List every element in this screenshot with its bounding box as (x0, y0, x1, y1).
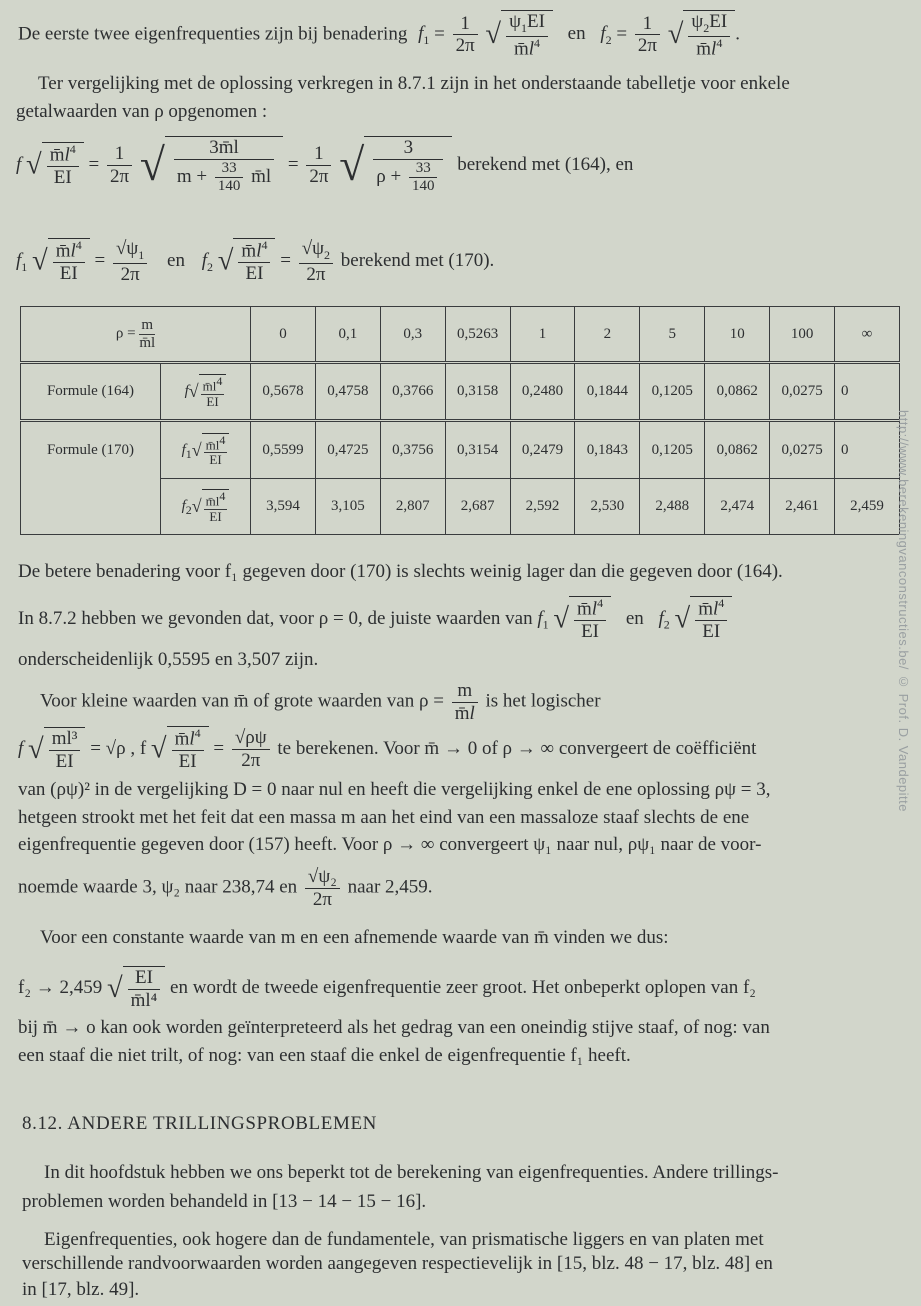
rho-header: ρ = $\frac{m}{m̄l}$ (21, 307, 251, 363)
table-row-164 (21, 363, 900, 421)
watermark-url: http://www.berekeningvanconstructies.be/ © Prof. D. Vandepitte (896, 410, 911, 813)
table-cell: 0,3158 (445, 363, 510, 421)
table-cell: 2,687 (445, 479, 510, 535)
constant-mass-line: Voor een constante waarde van m en een afnemende waarde van m̄ vinden we dus: (40, 927, 669, 948)
table-header-cell: 10 (705, 307, 770, 363)
table-cell: 0,0275 (770, 363, 835, 421)
table-cell: 0,4725 (315, 421, 380, 479)
row-symbol-f2: $f_2√$ $\frac{m̄l^4}{EI}$ (161, 479, 251, 535)
equation-164: f √ $\frac{m̄l^4}{EI}$ = $\frac{1}{2\pi}$ √ 3m̄l m + $\frac{33}{140}$ m̄l = $\frac{1}{2\pi}$ √ 3 ρ + $\frac{33}{140}$ berekend met (164), en (16, 137, 634, 195)
table-cell: 3,594 (251, 479, 316, 535)
row-label-164: Formule (164) (21, 363, 161, 421)
correct-values-line: In 8.7.2 hebben we gevonden dat, voor ρ = 0, de juiste waarden van $f_1$ √ $\frac{m̄l^4}{EI}$ en $f_2$ √ $\frac{m̄l^4}{EI}$ (18, 596, 732, 643)
frequency-table (20, 306, 900, 535)
table-cell: 2,459 (835, 479, 900, 535)
small-values-line: Voor kleine waarden van m̄ of grote waarden van ρ = $\frac{m}{m̄l}$ is het logischer (40, 680, 601, 724)
fraction-one-over-two-pi: $\frac{1}{2\pi}$ (453, 13, 478, 58)
row-symbol-f1: $f_1√$ $\frac{m̄l^4}{EI}$ (161, 421, 251, 479)
table-cell: 2,592 (510, 479, 575, 535)
table-cell: 0,1843 (575, 421, 640, 479)
table-header-row (21, 307, 900, 363)
better-approx-line: De betere benadering voor f₁ gegeven door (170) is slechts weinig lager dan die gegeven door (164). (18, 561, 783, 582)
body-text-line: hetgeen strookt met het feit dat een massa m aan het eind van een massaloze staaf slechts de ene (18, 807, 750, 828)
section-heading: 8.12. ANDERE TRILLINGSPROBLEMEN (22, 1113, 377, 1134)
table-cell: 0,3766 (380, 363, 445, 421)
table-header-cell: 0,1 (315, 307, 380, 363)
body-text-line: bij m̄ → o kan ook worden geïnterpreteerd als het gedrag van een oneindig stijve staaf, of nog: van (18, 1017, 770, 1038)
body-text-line: problemen worden behandeld in [13 − 14 − 15 − 16]. (22, 1191, 427, 1212)
comparison-text-line1: Ter vergelijking met de oplossing verkregen in 8.7.1 zijn in het onderstaande tabelletje voor enkele (38, 73, 790, 94)
table-header-cell: 0,3 (380, 307, 445, 363)
table-cell: 0,4758 (315, 363, 380, 421)
table-cell: 0,0275 (770, 421, 835, 479)
table-cell: 2,488 (640, 479, 705, 535)
eigenfrequencies-formula-line: De eerste twee eigenfrequenties zijn bij benadering $f_1$ = $\frac{1}{2\pi}$ √ $\frac{\psi_1EI}{m̄l^4}$ en $f_2$ = $\frac{1}{2\pi}$ √ $\frac{\psi_2EI}{m̄l^4}$ . (18, 11, 740, 59)
table-cell: 0,1844 (575, 363, 640, 421)
body-text-line: verschillende randvoorwaarden worden aangegeven respectievelijk in [15, blz. 48 − 17, blz. 48] en (22, 1253, 773, 1274)
f2-limit-line: f₂ → 2,459 √ $\frac{EI}{\text{m̄l⁴}}$ en wordt de tweede eigenfrequentie zeer groot. Het onbeperkt oplopen van f₂ (18, 967, 756, 1011)
table-cell: 2,807 (380, 479, 445, 535)
table-cell: 0,3154 (445, 421, 510, 479)
table-cell: 0,1205 (640, 421, 705, 479)
table-header-cell: ∞ (835, 307, 900, 363)
body-text-line: in [17, blz. 49]. (22, 1279, 140, 1300)
table-cell: 0,5678 (251, 363, 316, 421)
row-symbol-f: f√ $\frac{m̄l^4}{EI}$ (161, 363, 251, 421)
intro-text: De eerste twee eigenfrequenties zijn bij benadering (18, 23, 408, 45)
table-cell: 0 (835, 363, 900, 421)
table-cell: 0,0862 (705, 363, 770, 421)
table-cell: 2,530 (575, 479, 640, 535)
table-cell: 2,474 (705, 479, 770, 535)
correct-values-result: onderscheidenlijk 0,5595 en 3,507 zijn. (18, 649, 319, 670)
table-header-cell: 0,5263 (445, 307, 510, 363)
sqrt-f1: √ $\frac{\psi_1EI}{m̄l^4}$ (485, 10, 553, 60)
body-text-line: van (ρψ)² in de vergelijking D = 0 naar nul en heeft die vergelijking enkel de ene oplossing ρψ = 3, (18, 779, 771, 800)
table-header-cell: 5 (640, 307, 705, 363)
table-header-cell: 0 (251, 307, 316, 363)
table-header-cell: 100 (770, 307, 835, 363)
logical-formula-line: f √ $\frac{\text{ml³}}{EI}$ = √ρ , f √ $\frac{m̄l^4}{EI}$ = $\frac{√\rho\psi}{2\pi}$ te berekenen. Voor m̄ → 0 of ρ → ∞ convergeert de coëfficiënt (18, 726, 757, 773)
table-cell: 0 (835, 421, 900, 479)
table-header-cell: 2 (575, 307, 640, 363)
body-text-line: een staaf die niet trilt, of nog: van een staaf die enkel de eigenfrequentie f₁ heeft. (18, 1045, 631, 1066)
table-cell: 0,3756 (380, 421, 445, 479)
body-text-line: In dit hoofdstuk hebben we ons beperkt tot de berekening van eigenfrequenties. Andere trillings- (44, 1162, 779, 1183)
body-text-line: eigenfrequentie gegeven door (157) heeft. Voor ρ → ∞ convergeert ψ₁ naar nul, ρψ₁ naar de voor- (18, 834, 762, 855)
table-cell: 2,461 (770, 479, 835, 535)
table-cell: 0,2479 (510, 421, 575, 479)
table-cell: 0,5599 (251, 421, 316, 479)
table-cell: 0,0862 (705, 421, 770, 479)
table-header-cell: 1 (510, 307, 575, 363)
equation-170: $f_1$ √ $\frac{m̄l^4}{EI}$ = $\frac{√\psi_1}{2\pi}$ en $f_2$ √ $\frac{m̄l^4}{EI}$ = $\frac{√\psi_2}{2\pi}$ berekend met (170). (16, 238, 495, 285)
table-cell: 3,105 (315, 479, 380, 535)
body-text-line: Eigenfrequenties, ook hogere dan de fundamentele, van prismatische liggers en van platen met (44, 1229, 764, 1250)
converge-line: noemde waarde 3, ψ₂ naar 238,74 en $\frac{\text{√ψ₂}}{2\pi}$ naar 2,459. (18, 866, 433, 910)
row-label-170: Formule (170) (21, 421, 161, 535)
table-cell: 0,1205 (640, 363, 705, 421)
sqrt-f2: √ $\frac{\psi_2EI}{m̄l^4}$ (668, 10, 736, 60)
comparison-text-line2: getalwaarden van ρ opgenomen : (16, 101, 268, 122)
table-row-170-f1 (21, 421, 900, 479)
table-cell: 0,2480 (510, 363, 575, 421)
